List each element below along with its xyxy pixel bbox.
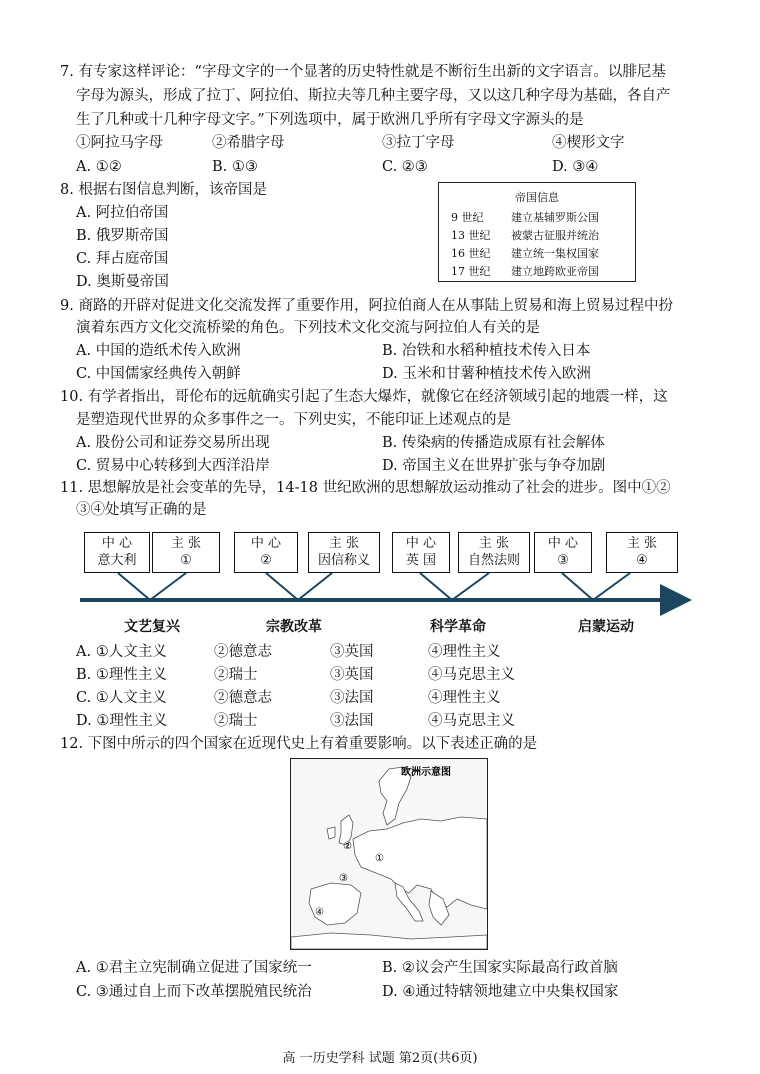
empire-info-row: 16 世纪 建立统一集权国家 [451,247,599,260]
q8-option-d: D. 奥斯曼帝国 [76,274,169,290]
q12-option-a: A. ①君主立宪制确立促进了国家统一 [76,960,312,976]
q8-option-c: C. 拜占庭帝国 [76,251,169,267]
movement-renaissance: 文艺复兴 [124,619,180,635]
map-mark-4: ④ [315,907,324,918]
connector [562,573,630,600]
q7-item-2: ②希腊字母 [212,135,285,151]
connector [266,573,332,600]
q11-option-a-2: ②德意志 [214,644,272,660]
q11-option-a: A. ①人文主义 [76,644,167,660]
q9-option-b: B. 冶铁和水稻种植技术传入日本 [382,343,591,359]
q7-option-b: B. ①③ [212,159,258,175]
q12-option-b: B. ②议会产生国家实际最高行政首脑 [382,960,618,976]
europe-map-drawing [291,759,487,949]
timeline-box-enlightenment-idea: 主 张 ④ [606,532,678,573]
q9-option-a: A. 中国的造纸术传入欧洲 [76,343,241,359]
movement-reformation: 宗教改革 [266,619,322,635]
q12-stem: 12. 下图中所示的四个国家在近现代史上有着重要影响。以下表述正确的是 [60,736,538,752]
timeline-box-reformation-center: 中 心 ② [234,532,298,573]
map-mark-3: ③ [339,873,348,884]
connector [420,573,489,600]
timeline-box-science-idea: 主 张 自然法则 [458,532,530,573]
q11-option-b-4: ④马克思主义 [428,667,515,683]
q7-line2: 字母为源头，形成了拉丁、阿拉伯、斯拉夫等几种主要字母，又以这几种字母为基础，各自产 [76,88,671,104]
q8-stem: 8. 根据右图信息判断，该帝国是 [60,182,267,198]
page-footer: 高 一历史学科 试题 第2页(共6页) [282,1051,478,1066]
q8-option-b: B. 俄罗斯帝国 [76,228,169,244]
q10-option-c: C. 贸易中心转移到大西洋沿岸 [76,458,270,474]
timeline-box-science-center: 中 心 英 国 [392,532,450,573]
timeline-box-enlightenment-center: 中 心 ③ [534,532,592,573]
q11-option-d-3: ③法国 [330,713,374,729]
q11-option-b-2: ②瑞士 [214,667,258,683]
q7-item-3: ③拉丁字母 [382,135,455,151]
connector [118,573,186,600]
q7-option-d: D. ③④ [552,159,599,175]
q12-option-d: D. ④通过特辖领地建立中央集权国家 [382,984,619,1000]
q7-line3: 生了几种或十几种字母文字。”下列选项中，属于欧洲几乎所有字母文字源头的是 [76,112,584,128]
movement-enlightenment: 启蒙运动 [578,619,634,635]
timeline-box-renaissance-idea: 主 张 ① [152,532,220,573]
q10-option-d: D. 帝国主义在世界扩张与争夺加剧 [382,458,606,474]
q10-line2: 是塑造现代世界的众多事件之一。下列史实，不能印证上述观点的是 [76,412,511,428]
q7-option-c: C. ②③ [382,159,428,175]
q11-option-d-2: ②瑞士 [214,713,258,729]
q11-option-d: D. ①理性主义 [76,713,168,729]
empire-info-row: 9 世纪 建立基辅罗斯公国 [451,211,599,224]
empire-info-row: 17 世纪 建立地跨欧亚帝国 [451,265,599,278]
timeline-box-renaissance-center: 中 心 意大利 [84,532,150,573]
q11-option-a-4: ④理性主义 [428,644,501,660]
empire-info-row: 13 世纪 被蒙古征服并统治 [451,229,599,242]
map-title: 欧洲示意图 [401,767,451,778]
q9-line2: 演着东西方文化交流桥梁的角色。下列技术文化交流与阿拉伯人有关的是 [76,320,540,336]
map-mark-1: ① [375,853,384,864]
q11-option-c-4: ④理性主义 [428,690,501,706]
q10-option-a: A. 股份公司和证券交易所出现 [76,435,270,451]
q9-option-c: C. 中国儒家经典传入朝鲜 [76,366,241,382]
q7-option-a: A. ①② [76,159,122,175]
q8-option-a: A. 阿拉伯帝国 [76,205,169,221]
empire-info-title: 帝国信息 [515,191,559,204]
q10-option-b: B. 传染病的传播造成原有社会解体 [382,435,605,451]
q12-option-c: C. ③通过自上而下改革摆脱殖民统治 [76,984,312,1000]
q11-option-d-4: ④马克思主义 [428,713,515,729]
q7-line1: 7. 有专家这样评论：“字母文字的一个显著的历史特性就是不断衍生出新的文字语言。以腓尼基 [60,64,666,80]
q11-option-b: B. ①理性主义 [76,667,167,683]
q11-line2: ③④处填写正确的是 [76,502,207,518]
q11-option-b-3: ③英国 [330,667,374,683]
q9-line1: 9. 商路的开辟对促进文化交流发挥了重要作用，阿拉伯商人在从事陆上贸易和海上贸易过程中扮 [60,298,673,314]
q7-item-4: ④楔形文字 [552,135,625,151]
q9-option-d: D. 玉米和甘薯种植技术传入欧洲 [382,366,591,382]
q11-line1: 11. 思想解放是社会变革的先导，14-18 世纪欧洲的思想解放运动推动了社会的进步。图中①② [60,480,671,496]
timeline-box-reformation-idea: 主 张 因信称义 [308,532,380,573]
movement-scientific-revolution: 科学革命 [430,619,486,635]
q7-item-1: ①阿拉马字母 [76,135,163,151]
europe-map [290,758,488,950]
q11-option-c-2: ②德意志 [214,690,272,706]
q11-option-c: C. ①人文主义 [76,690,167,706]
q11-option-a-3: ③英国 [330,644,374,660]
map-mark-2: ② [343,841,352,852]
q10-line1: 10. 有学者指出，哥伦布的远航确实引起了生态大爆炸，就像它在经济领域引起的地震一样，这 [60,389,668,405]
q11-option-c-3: ③法国 [330,690,374,706]
